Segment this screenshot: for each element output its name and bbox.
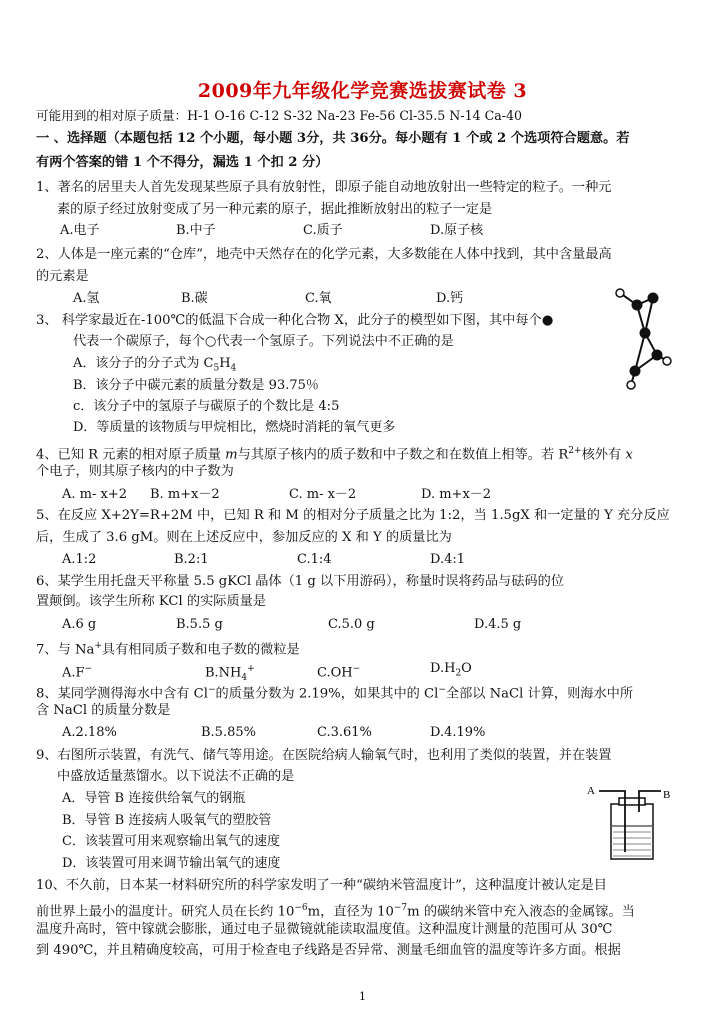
q3-option-b: B．该分子中碳元素的质量分数是 93.75％ [73, 378, 319, 393]
q8-line2: 含 NaCl 的质量分数是 [36, 703, 171, 718]
q8-option-d: D.4.19% [430, 725, 486, 740]
q4-option-d: D. m+x－2 [421, 487, 492, 502]
q7-line1: 7、与 Na+具有相同质子数和电子数的微粒是 [36, 641, 300, 658]
q4-option-b: B. m+x－2 [150, 487, 220, 502]
q3-option-c: c．该分子中的氢原子与碳原子的个数比是 4:5 [73, 399, 340, 414]
page-number: 1 [359, 990, 366, 1003]
q2-option-a: A.氢 [73, 291, 100, 306]
carbon-atom [630, 366, 641, 377]
carbon-atom [648, 293, 659, 304]
carbon-atom [640, 328, 651, 339]
section1-heading-line2: 有两个答案的错 1 个不得分，漏选 1 个扣 2 分） [36, 155, 329, 170]
q6-option-b: B.5.5 g [176, 617, 223, 632]
q2-option-c: C.氧 [305, 291, 332, 306]
q9-line2: 中盛放适量蒸馏水。以下说法不正确的是 [57, 769, 295, 784]
q7-option-d: $D.H_2O$ [430, 661, 472, 679]
q6-line2: 置颠倒。该学生所称 KCl 的实际质量是 [36, 594, 267, 609]
gas-washing-bottle-diagram [585, 782, 675, 862]
hydrogen-atom [616, 289, 624, 297]
q5-option-b: B.2:1 [174, 552, 209, 567]
q9-line1: 9、右图所示装置，有洗气、储气等用途。在医院给病人输氧气时，也利用了类似的装置，并在装置 [36, 748, 612, 763]
q10-line1: 10、不久前，日本某一材料研究所的科学家发明了一种“碳纳米管温度计”，这种温度计被认定是目 [36, 878, 607, 893]
q2-line2: 的元素是 [36, 269, 89, 284]
q8-line1: 8、某同学测得海水中含有 Cl−的质量分数为 2.19%，如果其中的 Cl−全部以 NaCl 计算，则海水中所 [36, 685, 634, 702]
q7-option-c: C.OH− [317, 664, 361, 681]
exam-title: 2009年九年级化学竞赛选拔赛试卷 3 [197, 80, 528, 102]
carbon-atom [652, 350, 663, 361]
q8-option-b: B.5.85% [201, 725, 256, 740]
q8-option-a: A.2.18% [62, 725, 117, 740]
q3-option-a: A．该分子的分子式为 $C_5H_4$ [73, 356, 237, 374]
q5-option-c: C.1:4 [297, 552, 332, 567]
q2-line1: 2、人体是一座元素的“仓库”，地壳中天然存在的化学元素，大多数能在人体中找到，其中含量最高 [36, 247, 612, 262]
q4-line1: 4、已知 R 元素的相对原子质量 m与其原子核内的质子数和中子数之和在数值上相等。若 $R^{2+}$核外有 x [36, 446, 633, 463]
q1-option-c: C.质子 [303, 223, 343, 238]
q5-option-d: D.4:1 [430, 552, 466, 567]
q3-line1: 3、 科学家最近在-100℃的低温下合成一种化合物 X，此分子的模型如下图，其中每个● [36, 313, 554, 328]
tube-a-label: A [587, 785, 595, 797]
q5-line2: 后，生成了 3.6 gM。则在上述反应中，参加反应的 X 和 Y 的质量比为 [36, 530, 452, 545]
q1-line2: 素的原子经过放射变成了另一种元素的原子，据此推断放射出的粒子一定是 [57, 202, 493, 217]
q1-option-a: A.电子 [60, 223, 100, 238]
q3-option-d: D．等质量的该物质与甲烷相比，燃烧时消耗的氧气更多 [73, 420, 396, 435]
q6-line1: 6、某学生用托盘天平称量 5.5 gKCl 晶体（1 g 以下用游码），称量时误将药品与砝码的位 [36, 574, 564, 589]
q1-option-d: D.原子核 [430, 223, 484, 238]
q6-option-a: A.6 g [62, 617, 97, 632]
section1-heading-line1: 一 、选择题（本题包括 12 个小题，每小题 3分，共 36分。每小题有 1 个或 2 个选项符合题意。若 [36, 131, 630, 146]
q9-option-b: B．导管 B 连接病人吸氧气的塑胶管 [62, 813, 272, 828]
carbon-atom [632, 300, 643, 311]
q4-option-c: C. m- x－2 [289, 487, 357, 502]
q9-option-a: A．导管 B 连接供给氧气的钢瓶 [62, 791, 246, 806]
q10-line2: 前世界上最小的温度计。研究人员在长约 $10^{-6}m$，直径为 $10^{-7}m$ 的碳纳米管中充入液态的金属镓。当 [36, 903, 635, 920]
q5-option-a: A.1:2 [62, 552, 97, 567]
atomic-masses-line: 可能用到的相对原子质量：H-1 O-16 C-12 S-32 Na-23 Fe-56 Cl-35.5 N-14 Ca-40 [36, 108, 523, 123]
q6-option-c: C.5.0 g [328, 617, 375, 632]
q5-line1: 5、在反应 X+2Y=R+2M 中，已知 R 和 M 的相对分子质量之比为 1:2，当 1.5gX 和一定量的 Y 充分反应 [36, 508, 670, 523]
q6-option-d: D.4.5 g [474, 617, 522, 632]
molecule-model-diagram [605, 285, 680, 395]
q1-line1: 1、著名的居里夫人首先发现某些原子具有放射性，即原子能自动地放射出一些特定的粒子。一种元 [36, 180, 612, 195]
q3-line2: 代表一个碳原子，每个○代表一个氢原子。下列说法中不正确的是 [73, 334, 454, 349]
q9-option-d: D．该装置可用来调节输出氧气的速度 [62, 856, 281, 871]
hydrogen-atom [627, 381, 635, 389]
hydrogen-atom [663, 357, 671, 365]
q8-option-c: C.3.61% [317, 725, 372, 740]
q1-option-b: B.中子 [176, 223, 216, 238]
q10-line3: 温度升高时，管中镓就会膨胀，通过电子显微镜就能读取温度值。这种温度计测量的范围可从 30℃ [36, 922, 613, 937]
q2-option-b: B.碳 [181, 291, 208, 306]
q7-option-b: $B.NH_4^+$ [205, 664, 255, 683]
tube-b-label: B [663, 789, 671, 801]
q2-option-d: D.钙 [436, 291, 464, 306]
q4-line2: 个电子，则其原子核内的中子数为 [36, 464, 234, 479]
q9-option-c: C．该装置可用来观察输出氧气的速度 [62, 834, 280, 849]
q7-option-a: A.F− [62, 664, 93, 681]
q10-line4: 到 490℃，并且精确度较高，可用于检查电子线路是否异常、测量毛细血管的温度等许多方面。根据 [36, 943, 621, 958]
q4-option-a: A. m- x+2 [62, 487, 127, 502]
